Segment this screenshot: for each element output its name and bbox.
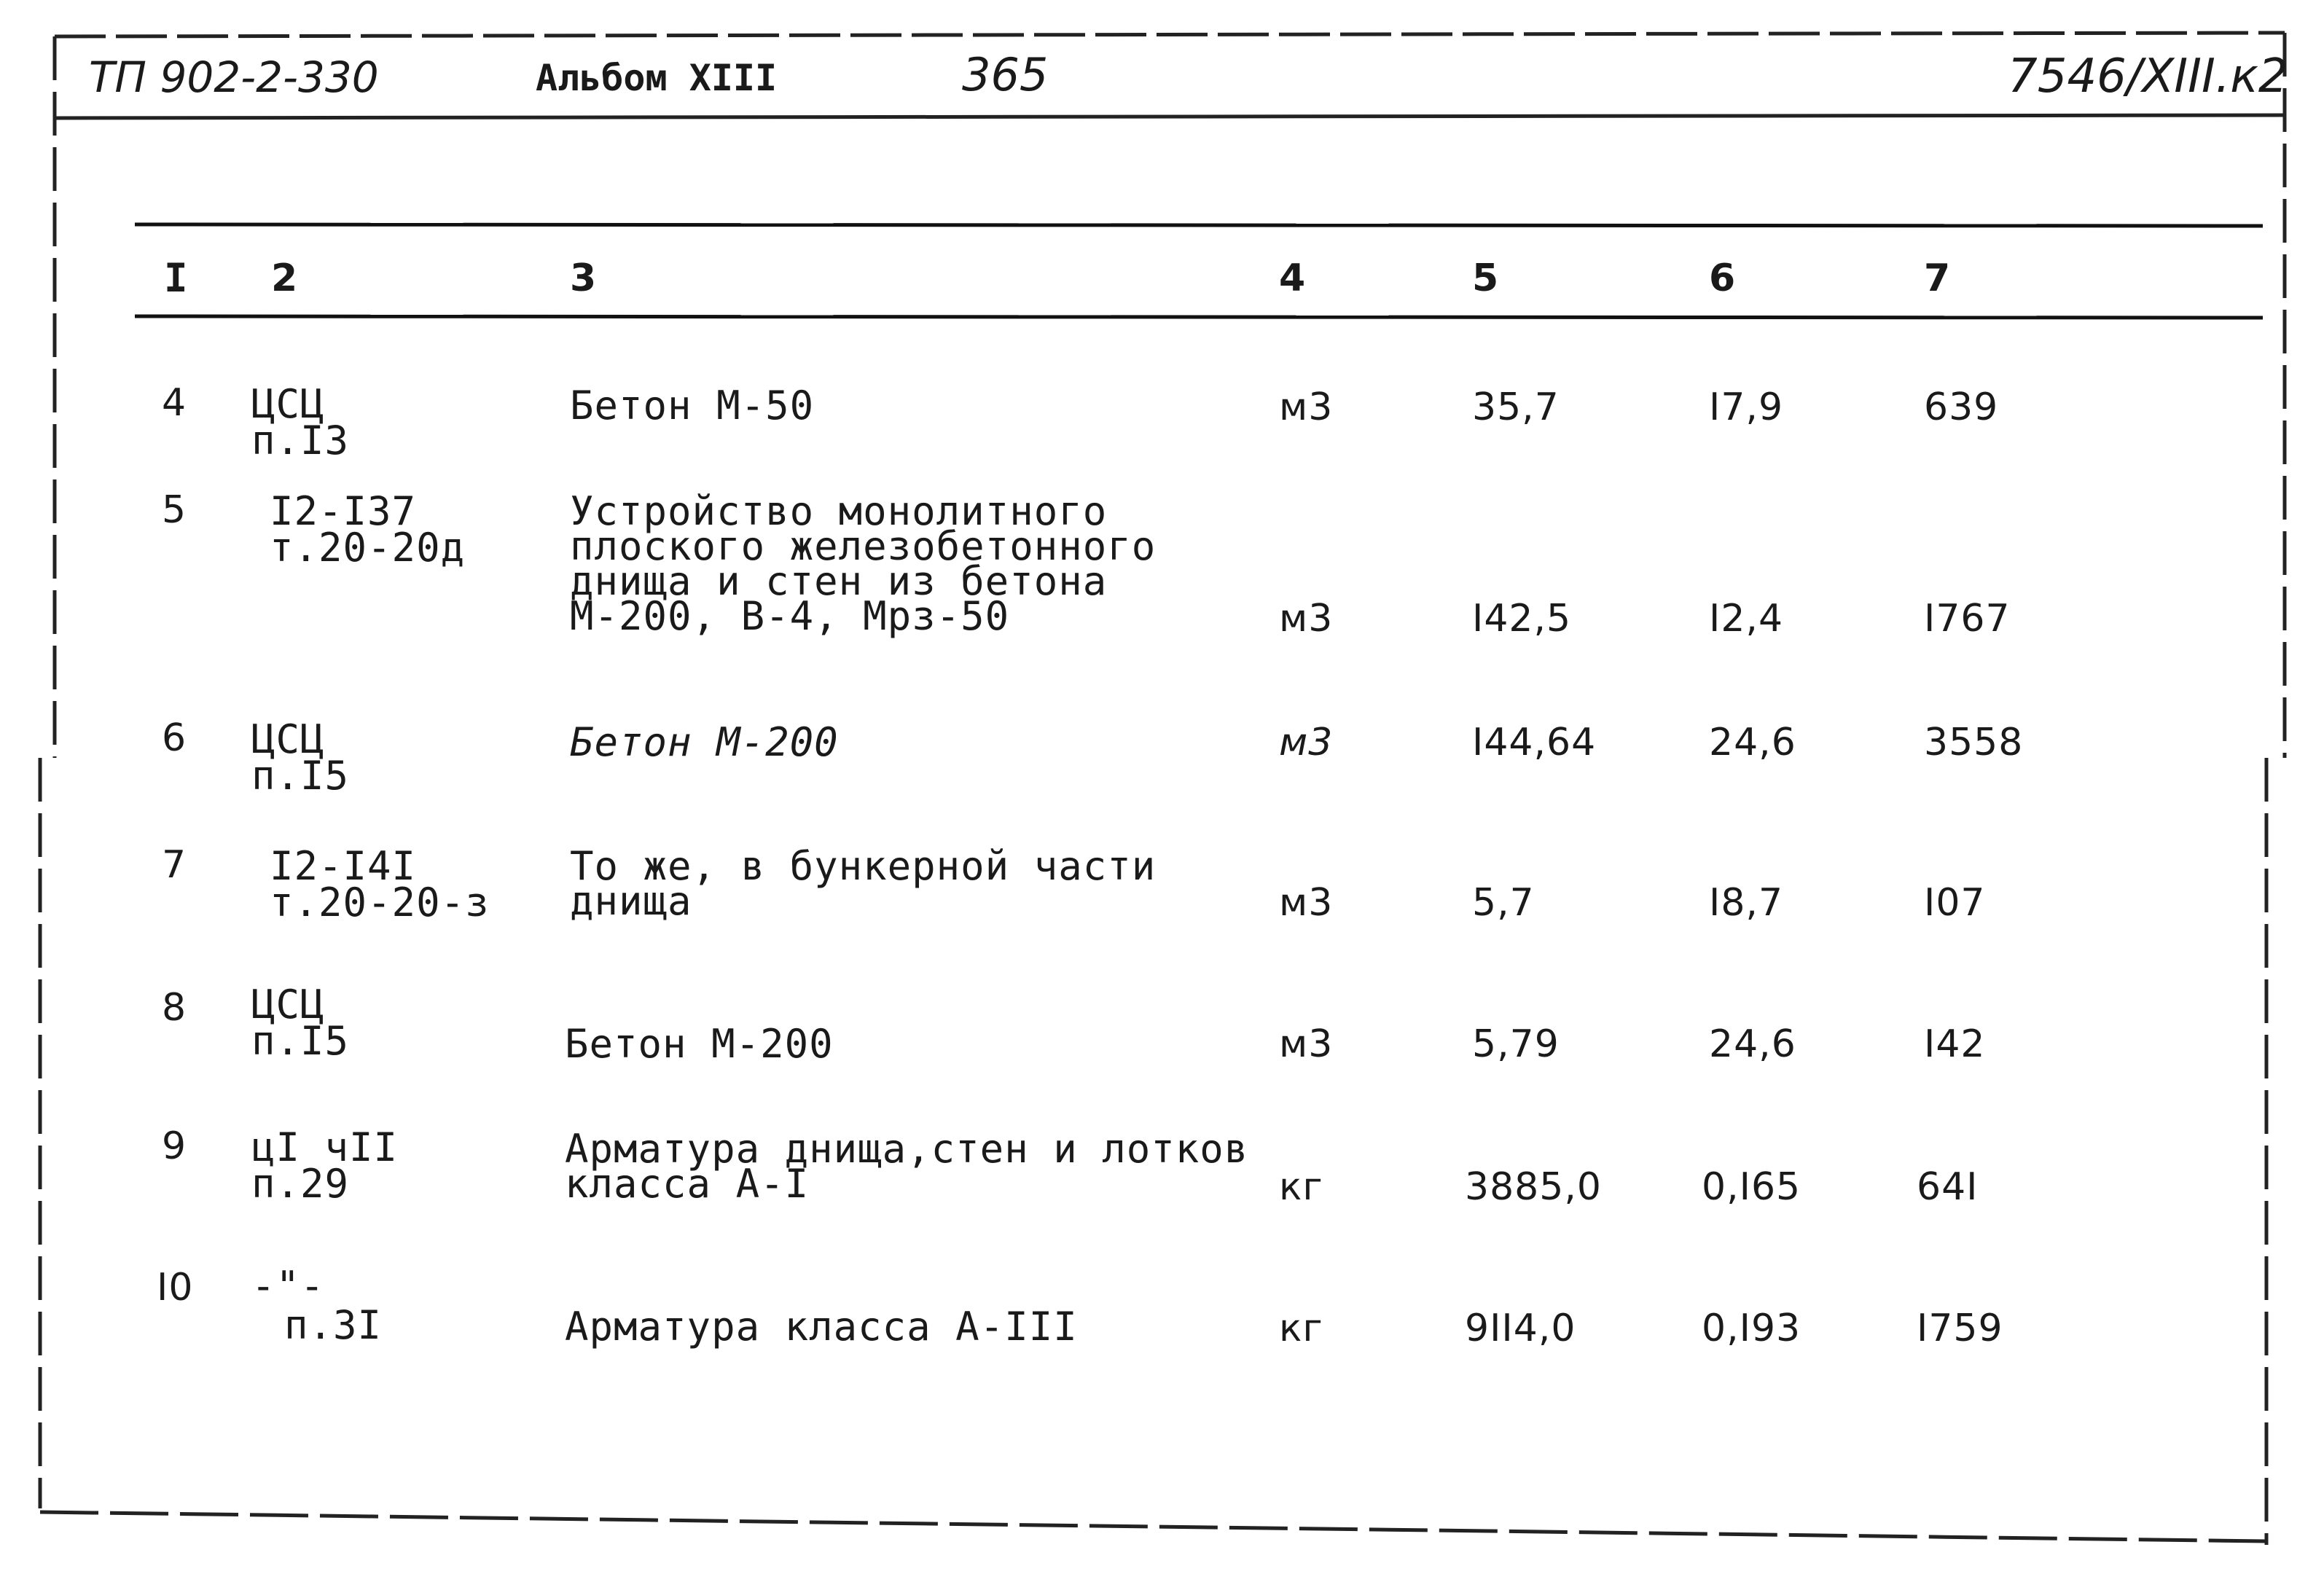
- reference-item: п.29: [251, 1161, 350, 1207]
- page-number: 365: [962, 48, 1049, 101]
- reference-item: п.I5: [251, 1018, 350, 1064]
- reference-code: I2-I37: [270, 488, 417, 534]
- work-description-line: М-200, В-4, Мрз-50: [570, 593, 1010, 639]
- unit-price: I8,7: [1709, 881, 1784, 925]
- unit: м3: [1279, 385, 1334, 429]
- column-header-2: 2: [271, 257, 298, 300]
- quantity: 35,7: [1472, 385, 1560, 429]
- quantity: I42,5: [1472, 597, 1572, 641]
- quantity: 3885,0: [1465, 1165, 1602, 1209]
- column-header-3: 3: [570, 257, 597, 300]
- unit-price: 0,I93: [1702, 1307, 1801, 1350]
- reference-code: ЦСЦ: [251, 982, 325, 1027]
- unit-price: I2,4: [1709, 597, 1784, 641]
- work-description-line: днища и стен из бетона: [570, 558, 1108, 604]
- reference-code: ЦСЦ: [251, 716, 325, 762]
- reference-item: п.3I: [284, 1302, 383, 1348]
- quantity: I44,64: [1472, 721, 1597, 764]
- total-cost: I07: [1924, 881, 1986, 925]
- column-header-1: I: [164, 255, 188, 301]
- unit-price: 24,6: [1709, 1022, 1796, 1066]
- reference-item: п.I5: [251, 753, 350, 799]
- work-description-line: плоского железобетонного: [570, 523, 1157, 569]
- row-number: 6: [162, 716, 187, 760]
- row-number: 4: [162, 381, 187, 425]
- work-description-line: То же, в бункерной части: [570, 843, 1157, 889]
- column-header-7: 7: [1924, 257, 1951, 300]
- doc-code: ТП 902-2-330: [89, 52, 379, 102]
- archive-code: 7546/XIII.к2: [2008, 50, 2288, 103]
- unit: м3: [1279, 881, 1334, 925]
- column-header-5: 5: [1472, 257, 1499, 300]
- unit-price: 24,6: [1709, 721, 1796, 764]
- total-cost: 64I: [1917, 1165, 1979, 1209]
- work-description-line: Арматура днища,стен и лотков: [565, 1126, 1249, 1172]
- unit-price: I7,9: [1709, 385, 1784, 429]
- work-description: Бетон М-50: [570, 383, 815, 428]
- total-cost: I759: [1917, 1307, 2003, 1350]
- row-number: I0: [157, 1266, 194, 1309]
- work-description-line: Устройство монолитного: [570, 488, 1108, 534]
- unit: кг: [1279, 1165, 1323, 1209]
- row-number: 8: [162, 986, 187, 1030]
- quantity: 5,79: [1472, 1022, 1560, 1066]
- work-description-line: класса А-I: [565, 1161, 810, 1207]
- reference-code: ЦСЦ: [251, 381, 325, 427]
- unit-price: 0,I65: [1702, 1165, 1801, 1209]
- column-header-6: 6: [1709, 257, 1736, 300]
- work-description: Арматура класса А-III: [565, 1304, 1078, 1350]
- total-cost: I767: [1924, 597, 2011, 641]
- reference-item: п.I3: [251, 418, 350, 463]
- reference-item: т.20-20д: [270, 525, 466, 571]
- work-description-line: днища: [570, 878, 692, 924]
- unit: кг: [1279, 1307, 1323, 1350]
- column-header-4: 4: [1279, 257, 1306, 300]
- total-cost: 639: [1924, 385, 1999, 429]
- row-number: 5: [162, 488, 187, 532]
- row-number: 9: [162, 1124, 187, 1168]
- row-number: 7: [162, 843, 187, 887]
- quantity: 9II4,0: [1465, 1307, 1576, 1350]
- reference-code: I2-I4I: [270, 843, 417, 889]
- reference-code: -"-: [251, 1263, 325, 1309]
- work-description: Бетон М-200: [565, 1021, 834, 1067]
- total-cost: 3558: [1924, 721, 2024, 764]
- unit: м3: [1279, 597, 1334, 641]
- reference-code: цI чII: [251, 1124, 399, 1170]
- quantity: 5,7: [1472, 881, 1535, 925]
- reference-item: т.20-20-з: [270, 880, 490, 925]
- work-description: Бетон М-200: [570, 719, 839, 765]
- unit: м3: [1279, 721, 1334, 764]
- total-cost: I42: [1924, 1022, 1986, 1066]
- unit: м3: [1279, 1022, 1334, 1066]
- album-label: Альбом XIII: [536, 57, 778, 99]
